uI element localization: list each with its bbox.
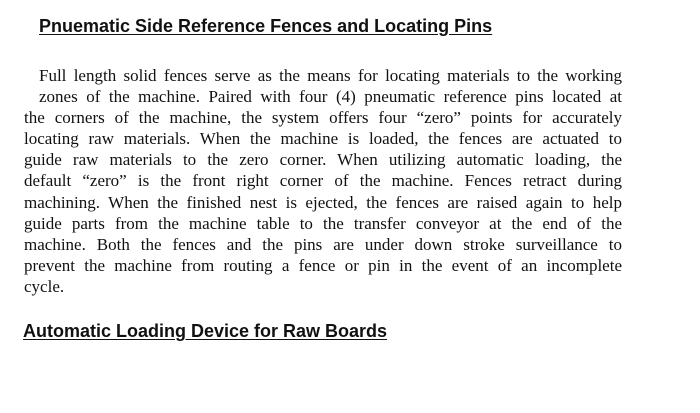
paragraph-line: guide parts from the machine table to the transfer conveyor at the end of the: [24, 213, 622, 233]
paragraph-line: guide raw materials to the zero corner. When utilizing automatic loading, the: [24, 150, 622, 170]
paragraph-line: prevent the machine from routing a fence or pin in the event of an incomplete: [24, 255, 622, 275]
paragraph-line: zones of the machine. Paired with four (4) pneumatic reference pins located at: [39, 87, 622, 107]
paragraph-line: machining. When the finished nest is ejected, the fences are raised again to help: [24, 192, 622, 212]
paragraph-line: Full length solid fences serve as the means for locating materials to the working: [39, 66, 622, 85]
paragraph-line: locating raw materials. When the machine is loaded, the fences are actuated to: [24, 129, 622, 149]
paragraph-line: default “zero” is the front right corner of the machine. Fences retract during: [24, 171, 622, 191]
section-heading-fences: Pnuematic Side Reference Fences and Locating Pins: [39, 16, 493, 36]
body-paragraph: [24, 65, 622, 297]
section-heading-loading-device: Automatic Loading Device for Raw Boards: [23, 321, 388, 341]
paragraph-line: the corners of the machine, the system offers four “zero” points for accurately: [24, 108, 622, 128]
paragraph-line: machine. Both the fences and the pins are under down stroke surveillance to: [24, 234, 622, 254]
paragraph-line: cycle.: [24, 276, 65, 296]
